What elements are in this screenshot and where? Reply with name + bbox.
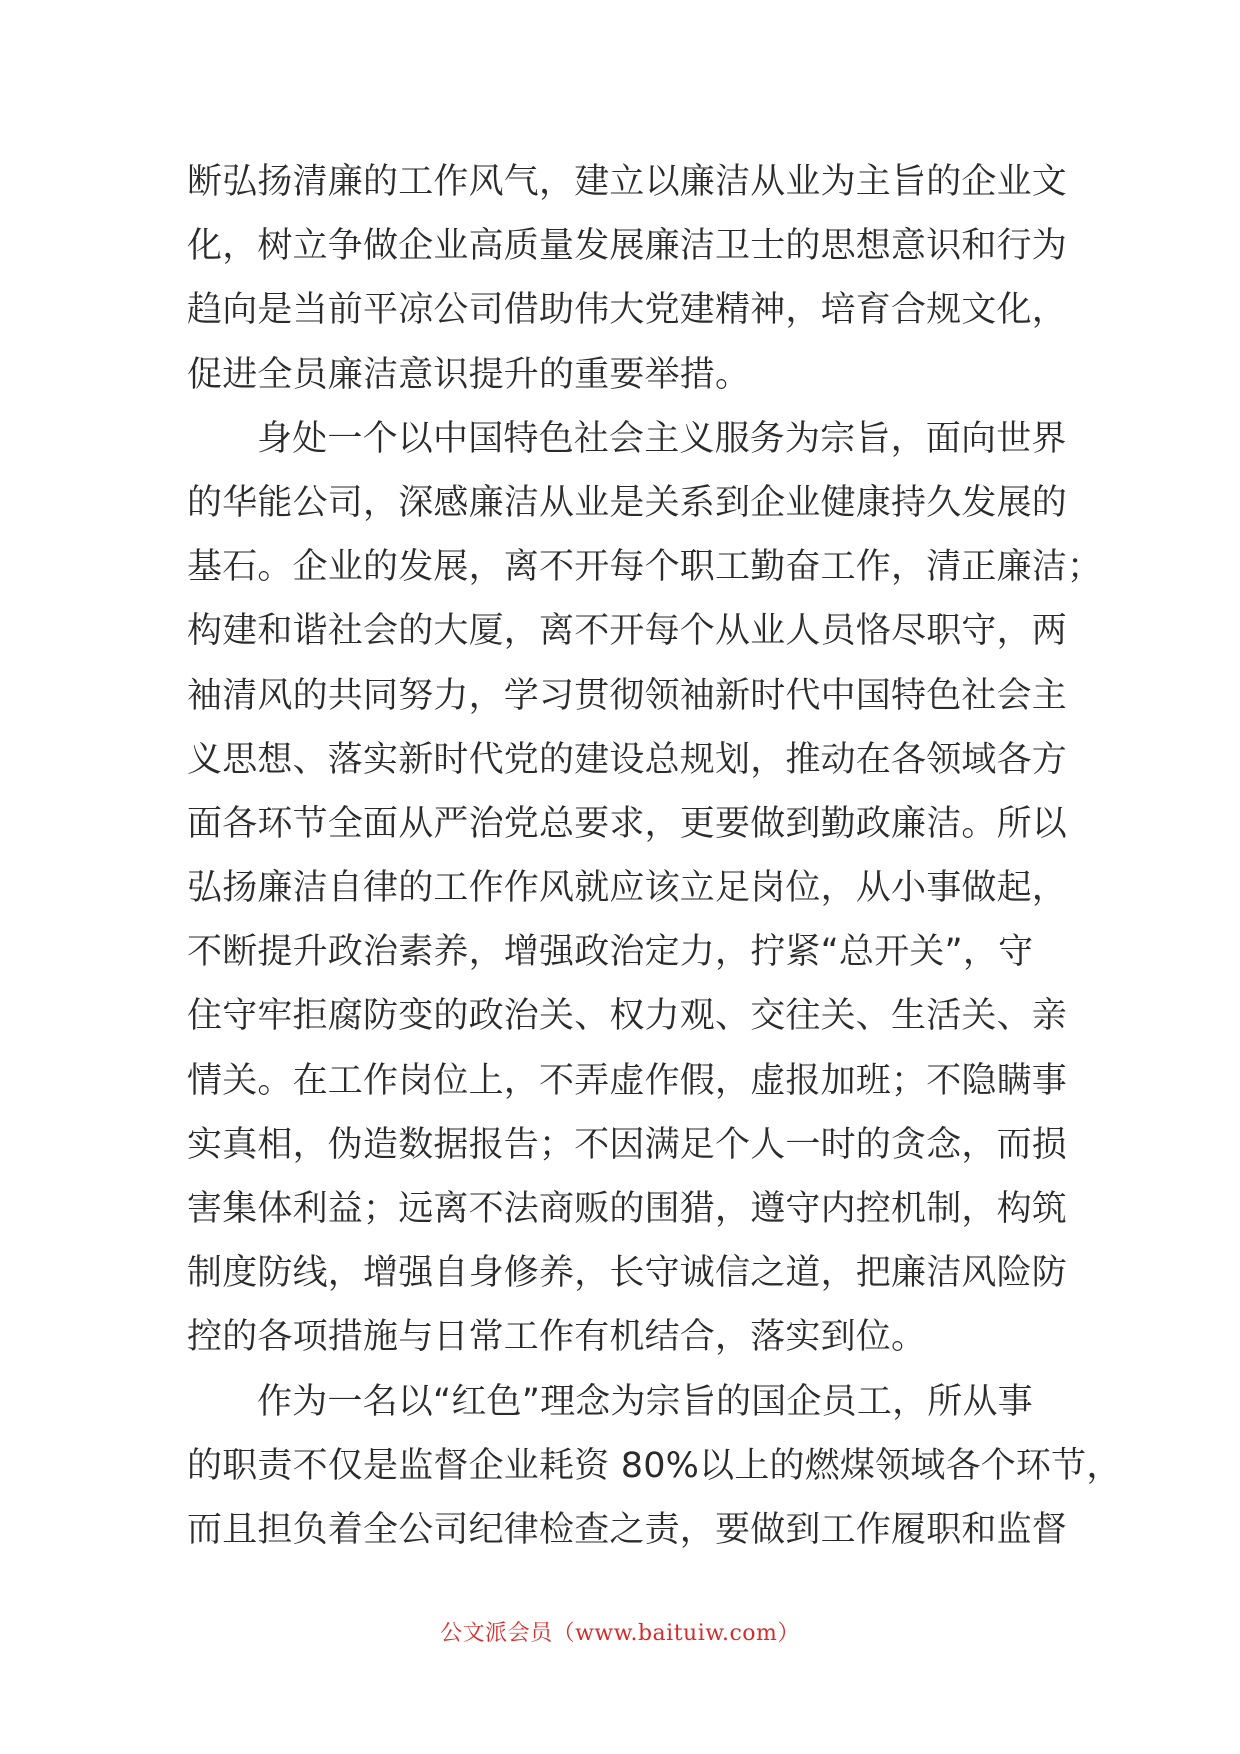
body-line: 而且担负着全公司纪律检查之责，要做到工作履职和监督 xyxy=(187,1509,1068,1550)
body-line: 促进全员廉洁意识提升的重要举措。 xyxy=(187,354,751,395)
body-line: 趋向是当前平凉公司借助伟大党建精神，培育合规文化， xyxy=(187,290,1068,331)
paragraph-first-line: 身处一个以中国特色社会主义服务为宗旨，面向世界 xyxy=(257,418,1067,459)
body-line: 弘扬廉洁自律的工作作风就应该立足岗位，从小事做起， xyxy=(187,868,1068,909)
body-line: 义思想、落实新时代党的建设总规划，推动在各领域各方 xyxy=(187,739,1068,780)
paragraph-first-line: 作为一名以“红色”理念为宗旨的国企员工，所从事 xyxy=(257,1381,1033,1422)
body-line: 的华能公司，深感廉洁从业是关系到企业健康持久发展的 xyxy=(187,482,1068,523)
body-line: 住守牢拒腐防变的政治关、权力观、交往关、生活关、亲 xyxy=(187,996,1068,1037)
body-line: 构建和谐社会的大厦，离不开每个从业人员恪尽职守，两 xyxy=(187,611,1068,652)
body-line: 化，树立争做企业高质量发展廉洁卫士的思想意识和行为 xyxy=(187,226,1068,267)
body-line: 制度防线，增强自身修养，长守诚信之道，把廉洁风险防 xyxy=(187,1253,1068,1294)
body-line: 断弘扬清廉的工作风气，建立以廉洁从业为主旨的企业文 xyxy=(187,162,1068,202)
body-line: 袖清风的共同努力，学习贯彻领袖新时代中国特色社会主 xyxy=(187,675,1068,716)
body-line: 实真相，伪造数据报告；不因满足个人一时的贪念，而损 xyxy=(187,1124,1068,1165)
document-body xyxy=(187,150,1122,1562)
body-line: 面各环节全面从严治党总要求，更要做到勤政廉洁。所以 xyxy=(187,803,1068,844)
body-line: 害集体利益；远离不法商贩的围猎，遵守内控机制，构筑 xyxy=(187,1189,1068,1229)
body-line: 控的各项措施与日常工作有机结合，落实到位。 xyxy=(187,1317,927,1358)
body-line: 基石。企业的发展，离不开每个职工勤奋工作，清正廉洁； xyxy=(187,547,1103,588)
body-line: 的职责不仅是监督企业耗资 80%以上的燃煤领域各个环节， xyxy=(187,1445,1122,1486)
footer-watermark: 公文派会员（www.baituiw.com） xyxy=(440,1621,800,1646)
body-line: 情关。在工作岗位上，不弄虚作假，虚报加班；不隐瞒事 xyxy=(187,1060,1068,1101)
body-line: 不断提升政治素养，增强政治定力，拧紧“总开关”，守 xyxy=(187,932,1034,973)
